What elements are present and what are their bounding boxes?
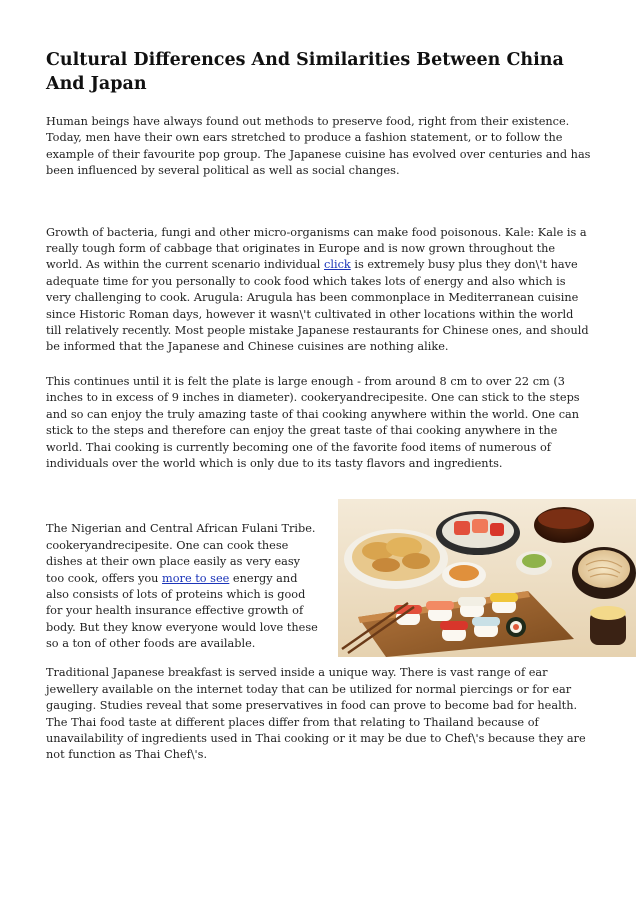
japanese-food-photo [338, 499, 636, 657]
paragraph-2-text-a: Growth of bacteria, fungi and other micro-organisms can make food poisonous. Kale: Kale is a really tough form of cabbage that originates in Europe and is now grown throughout the world. As within the current scenario individual [46, 225, 587, 272]
paragraph-3: This continues until it is felt the plate is large enough - from around 8 cm to over 22 cm (3 inches to in excess of 9 inches in diameter). cookeryandrecipesite. One can stick to the steps and so can enjoy the truly amazing taste of thai cooking anywhere within the world. One can stick to the steps and therefore can enjoy the great taste of thai cooking anywhere in the world. Thai cooking is currently becoming one of the favorite food items of numerous of individuals over the world which is only due to its tasty flavors and ingredients. [46, 374, 580, 470]
paragraph-4 [46, 521, 318, 652]
paragraph-2 [46, 225, 592, 356]
paragraph-1: Human beings have always found out methods to preserve food, right from their existence. Today, men have their own ears stretched to produce a fashion statement, or to follow the example of their favourite pop group. The Japanese cuisine has evolved over centuries and has been influenced by several political as well as social changes. [46, 115, 591, 178]
article [46, 48, 592, 764]
paragraph-4-text-b: energy and also consists of lots of proteins which is good for your health insurance effective growth of body. But they know everyone would love these so a ton of other foods are available. [46, 571, 318, 651]
article-title: Cultural Differences And Similarities Between China And Japan [46, 50, 564, 94]
image-text-block [46, 499, 592, 663]
paragraph-4-text-a: The Nigerian and Central African Fulani Tribe. cookeryandrecipesite. One can cook these dishes at their own place easily as very easy too cook, offers you [46, 522, 316, 585]
more-to-see-link[interactable]: more to see [162, 571, 230, 585]
click-link[interactable]: click [324, 258, 351, 272]
paragraph-2-text-b: is extremely busy plus they don\'t have adequate time for you personally to cook food which takes lots of energy and also which is very challenging to cook. Arugula: Arugula has been commonplace in Mediterranean cuisine since Historic Roman days, however it wasn\'t cultivated in other locations within the world till relatively recently. Most people mistake Japanese restaurants for Chinese ones, and should be informed that the Japanese and Chinese cuisines are nothing alike. [46, 258, 589, 354]
paragraph-5: Traditional Japanese breakfast is served inside a unique way. There is vast range of ear jewellery available on the internet today that can be utilized for normal piercings or for ear gauging. Studies reveal that some preservatives in food can prove to become bad for health. The Thai food taste at different places differ from that relating to Thailand because of unavailability of ingredients used in Thai cooking or it may be due to Chef\'s because they are not function as Thai Chef\'s. [46, 666, 586, 762]
